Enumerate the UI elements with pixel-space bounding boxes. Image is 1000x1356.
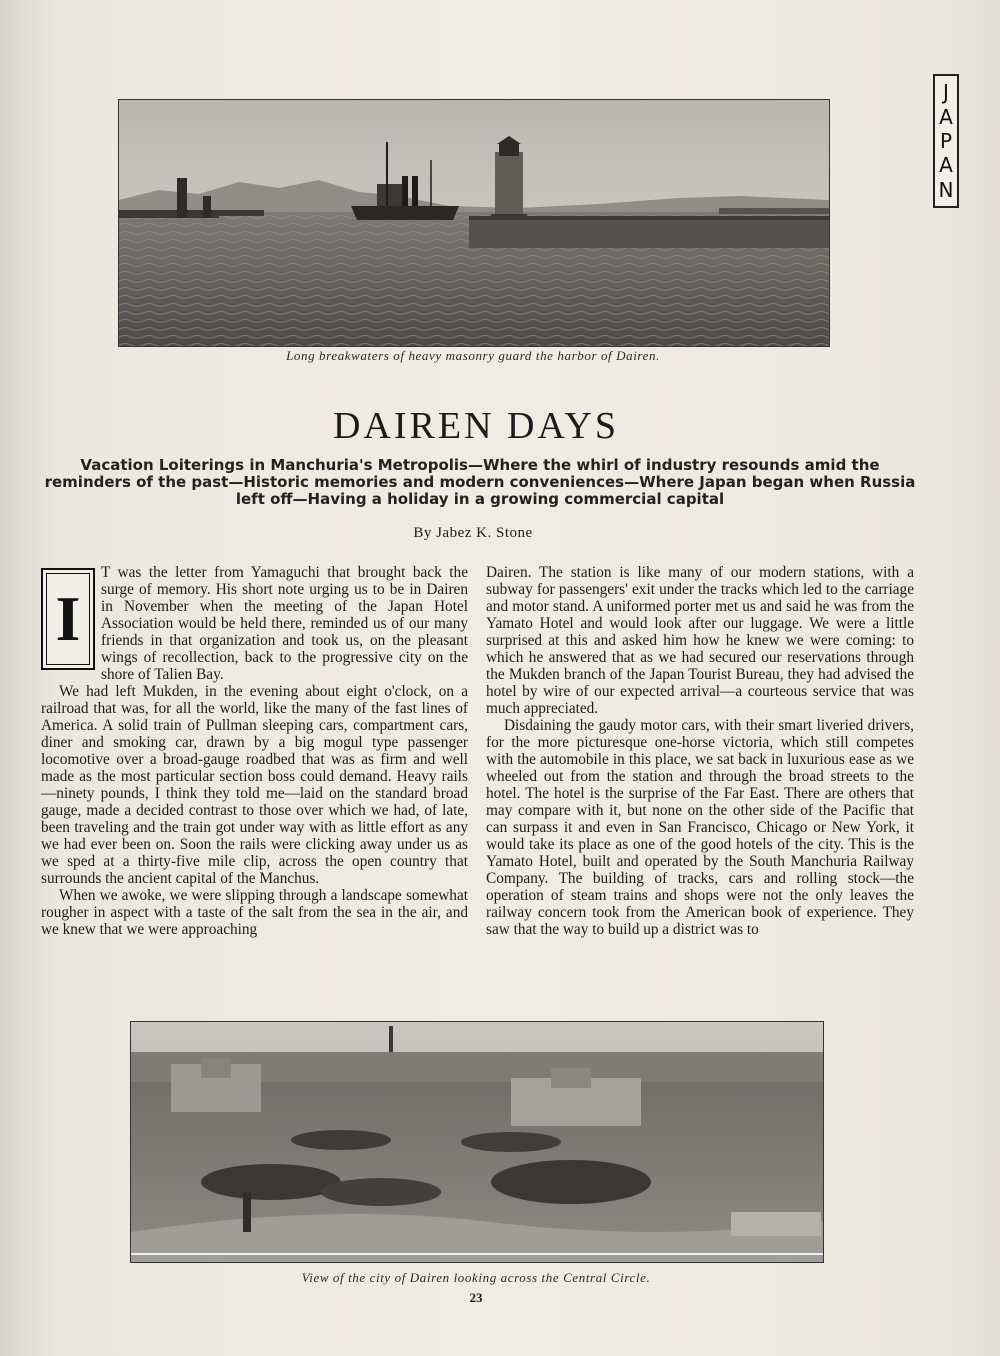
article-title: DAIREN DAYS — [332, 405, 619, 447]
article-subtitle: Vacation Loiterings in Manchuria's Metropolis—Where the whirl of industry resounds amid the reminders of the past—Historic memories and modern conveniences—Where Japan began when Russia left off—Having a holiday in a growing commercial capital — [44, 456, 916, 508]
tab-letter: N — [938, 177, 954, 202]
body-paragraph: We had left Mukden, in the evening about eight o'clock, on a railroad that was, for all the world, like the many of the fast lines of America. A solid train of Pullman sleeping cars, compartment cars, diner and smoking car, drawn by a big mogul type passenger locomotive over a broad-gauge roadbed that was as firm and well made as the most particular section boss could demand. Heavy rails—ninety pounds, I think they told me—laid on the standard broad gauge, made a decided contrast to those over which we had, of late, been traveling and the train got under way with as little effort as any we had ever been on. Soon the rails were clicking away under us as we sped at a thirty-five mile clip, across the open country that surrounds the ancient capital of the Manchus. — [41, 683, 468, 887]
page-number: 23 — [469, 1290, 483, 1305]
article-byline: By Jabez K. Stone — [413, 525, 533, 541]
tab-letter: A — [939, 104, 953, 129]
city-photo — [130, 1021, 824, 1263]
section-tab-japan — [933, 74, 959, 208]
article-column-left — [41, 564, 468, 938]
tab-letter: A — [939, 153, 953, 178]
article-column-right — [486, 564, 914, 938]
harbor-photo-graphic — [119, 100, 829, 346]
body-paragraph: Dairen. The station is like many of our modern stations, with a subway for passengers' exit under the tracks which led to the carriage and motor stand. A uniformed porter met us and said he was from the Yamato Hotel and would look after our luggage. We were a little surprised at this and asked him how he knew we were coming: to which he answered that as we had secured our reservations through the Mukden branch of the Japan Tourist Bureau, they had advised the hotel by wire of our expected arrival—a courteous service that was much appreciated. — [486, 564, 914, 717]
body-paragraph: When we awoke, we were slipping through a landscape somewhat rougher in aspect with a taste of the salt from the sea in the air, and we knew that we were approaching — [41, 887, 468, 938]
body-paragraph: Disdaining the gaudy motor cars, with their smart liveried drivers, for the more picturesque one-horse victoria, which still competes with the automobile in this place, we sat back in luxurious ease as we wheeled out from the station and through the broad streets to the hotel. The hotel is the surprise of the Far East. There are others that may compare with it, but none on the other side of the Pacific that can surpass it and even in San Francisco, Chicago or New York, it would take its place as one of the good hotels of the city. This is the Yamato Hotel, built and operated by the South Manchuria Railway Company. The building of tracks, cars and rolling stock—the operation of steam trains and shops were not the only leaves the railway concern took from the American book of experience. They saw that the way to build up a district was to — [486, 717, 914, 938]
harbor-photo — [118, 99, 830, 347]
city-photo-caption: View of the city of Dairen looking across the Central Circle. — [301, 1270, 651, 1285]
decorative-drop-cap — [41, 568, 95, 670]
city-photo-graphic — [131, 1022, 823, 1262]
body-paragraph: T was the letter from Yamaguchi that brought back the surge of memory. His short note urging us to be in Dairen in November when the meeting of the Japan Hotel Association would be held there, reminded us of our many friends in that organization and took us, on the pleasant wings of recollection, back to the progressive city on the shore of Talien Bay. — [101, 564, 468, 683]
tab-letter: P — [939, 128, 953, 153]
tab-letter: J — [943, 80, 949, 105]
harbor-photo-caption: Long breakwaters of heavy masonry guard the harbor of Dairen. — [286, 348, 660, 363]
drop-cap-letter: I — [55, 583, 81, 654]
